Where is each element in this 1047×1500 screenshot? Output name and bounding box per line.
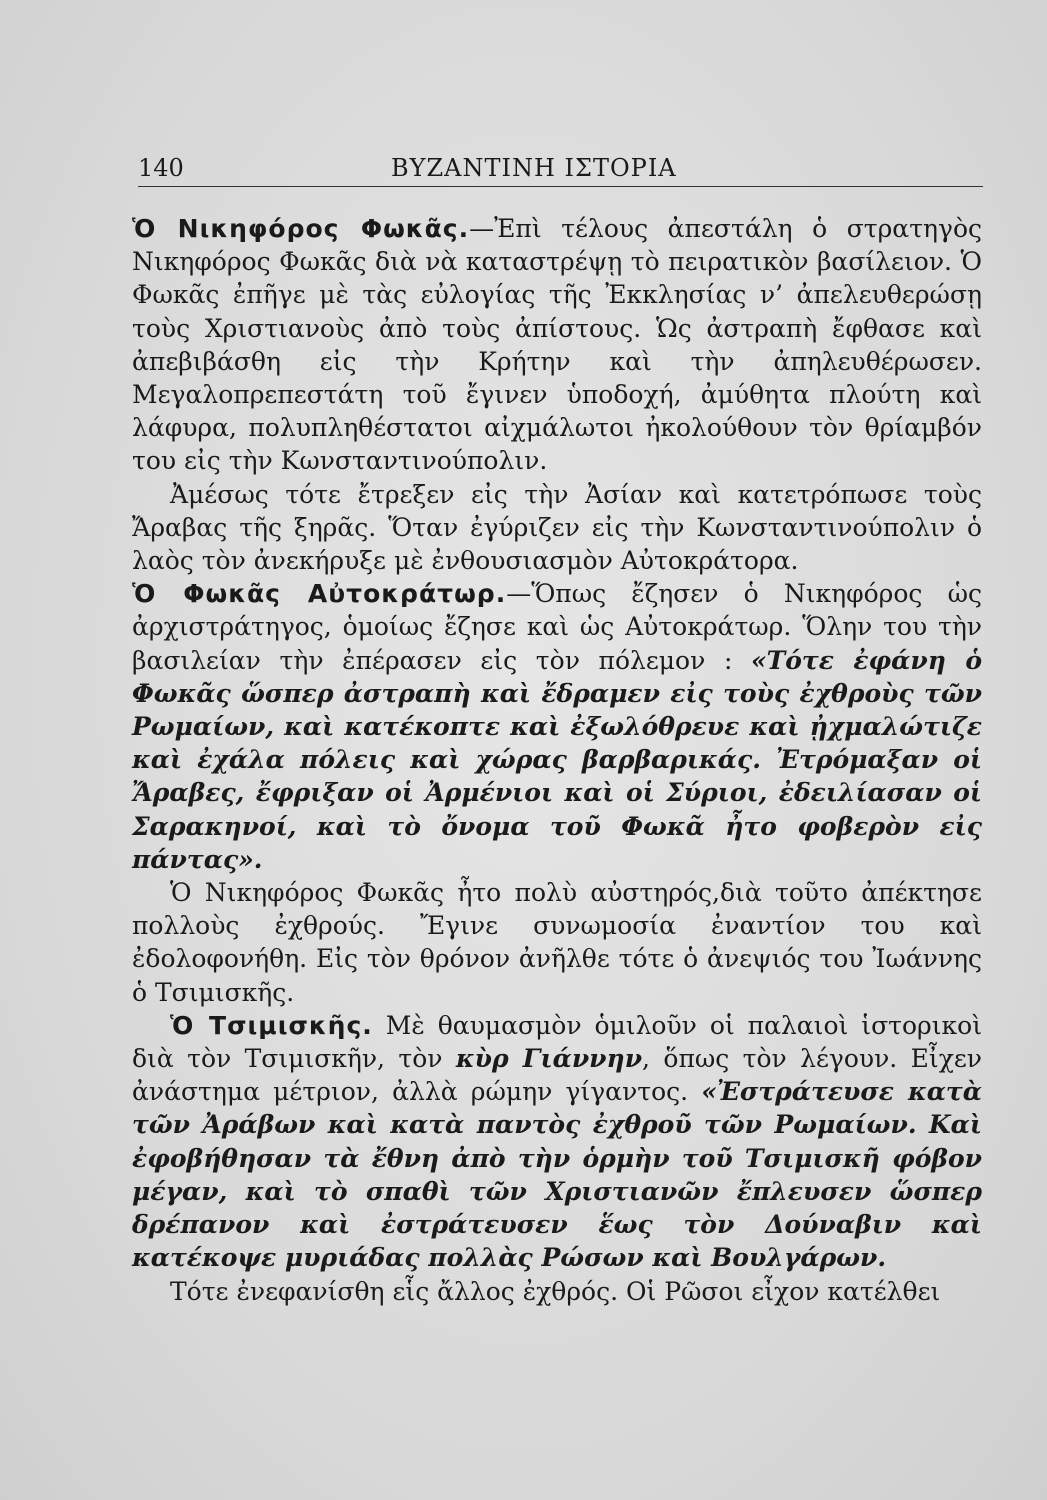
page-number: 140 (138, 154, 184, 182)
quotation: «Ἐστράτευσε κατὰ τῶν Ἀράβων καὶ κατὰ παντὸς ἐχθροῦ τῶν Ρωμαίων. Καὶ ἐφοβήθησαν τὰ ἔθνη ἀπὸ τὴν ὁρμὴν τοῦ Τσιμισκῆ φόβον μέγαν, καὶ τὸ σπαθὶ τῶν Χριστιανῶν ἔπλευσεν ὥσπερ δρέπανον καὶ ἐστράτευσεν ἕως τὸν Δούναβιν καὶ κατέκοψε μυριάδας πολλὰς Ρώσων καὶ Βουλγάρων. (132, 1077, 982, 1273)
paragraph-text: Μὲ θαυμασμὸν ὁμιλοῦν οἱ παλαιοὶ ἱστορικοὶ διὰ τὸν Τσιμισκῆν, τὸν (132, 1010, 983, 1074)
paragraph-phokas-emperor (132, 577, 982, 876)
section-heading: Ὁ Νικηφόρος Φωκᾶς. (132, 214, 470, 243)
paragraph-text: Ὁ Νικηφόρος Φωκᾶς ἦτο πολὺ αὐστηρός,διὰ τοῦτο ἀπέκτησε πολλοὺς ἐχθρούς. Ἔγινε συνωμοσία ἐναντίον του καὶ ἐδολοφονήθη. Εἰς τὸν θρόνον ἀνῆλθε τότε ὁ ἀνεψιός του Ἰωάννης ὁ Τσιμισκῆς. (132, 878, 982, 1007)
section-heading: Ὁ Τσιμισκῆς. (170, 1010, 373, 1040)
paragraph-new-enemy (132, 1275, 982, 1308)
paragraph-text-continued: , ὅπως τὸν λέγουν. Εἶχεν ἀνάστημα μέτριον, ἀλλὰ ρώμην γίγαντος. (132, 1044, 982, 1107)
paragraph-conspiracy (132, 876, 982, 1009)
section-heading: Ὁ Φωκᾶς Αὐτοκράτωρ. (132, 579, 507, 609)
quotation: «Τότε ἐφάνη ὁ Φωκᾶς ὥσπερ ἀστραπὴ καὶ ἔδραμεν εἰς τοὺς ἐχθροὺς τῶν Ρωμαίων, καὶ κατέκοπτε καὶ ἐξωλόθρευε καὶ ᾐχμαλώτιζε καὶ ἐχάλα πόλεις καὶ χώρας βαρβαρικάς. Ἐτρόμαξαν οἱ Ἄραβες, ἔφριξαν οἱ Ἀρμένιοι καὶ οἱ Σύριοι, ἐδειλίασαν οἱ Σαρακηνοί, καὶ τὸ ὄνομα τοῦ Φωκᾶ ἦτο φοβερὸν εἰς πάντας». (132, 645, 982, 874)
paragraph-asia-campaign (132, 478, 982, 578)
paragraph-text: —Ὅπως ἔζησεν ὁ Νικηφόρος ὡς ἀρχιστράτηγος, ὁμοίως ἔζησε καὶ ὡς Αὐτοκράτωρ. Ὅλην του τὴν βασιλείαν τὴν ἐπέρασεν εἰς τὸν πόλεμον : (132, 579, 982, 675)
running-title: ΒΥΖΑΝΤΙΝΗ ΙΣΤΟΡΙΑ (391, 154, 677, 182)
page-body (132, 212, 982, 1308)
paragraph-tzimiskes (132, 1009, 982, 1275)
paragraph-text: Τότε ἐνεφανίσθη εἷς ἄλλος ἐχθρός. Οἱ Ρῶσοι εἶχον κατέλθει (170, 1276, 941, 1306)
paragraph-nikephoros-phokas (132, 212, 982, 478)
paragraph-text: —Ἐπὶ τέλους ἀπεστάλη ὁ στρατηγὸς Νικηφόρος Φωκᾶς διὰ νὰ καταστρέψῃ τὸ πειρατικὸν βασίλειον. Ὁ Φωκᾶς ἐπῆγε μὲ τὰς εὐλογίας τῆς Ἐκκλησίας ν’ ἀπελευθερώσῃ τοὺς Χριστιανοὺς ἀπὸ τοὺς ἀπίστους. Ὡς ἀστραπὴ ἔφθασε καὶ ἀπεβιβάσθη εἰς τὴν Κρήτην καὶ τὴν ἀπηλευθέρωσεν. Μεγαλοπρεπεστάτη τοῦ ἔγινεν ὑποδοχή, ἀμύθητα πλούτη καὶ λάφυρα, πολυπληθέστατοι αἰχμάλωτοι ἠκολούθουν τὸν θρίαμβόν του εἰς τὴν Κωνσταντινούπολιν. (132, 214, 982, 476)
paragraph-text: Ἀμέσως τότε ἔτρεξεν εἰς τὴν Ἀσίαν καὶ κατετρόπωσε τοὺς Ἄραβας τῆς ξηρᾶς. Ὅταν ἐγύριζεν εἰς τὴν Κωνσταντινούπολιν ὁ λαὸς τὸν ἀνεκήρυξε μὲ ἐνθουσιασμὸν Αὐτοκράτορα. (132, 479, 982, 576)
emphasis: κὺρ Γιάννην (455, 1044, 643, 1074)
page-header (138, 150, 983, 187)
